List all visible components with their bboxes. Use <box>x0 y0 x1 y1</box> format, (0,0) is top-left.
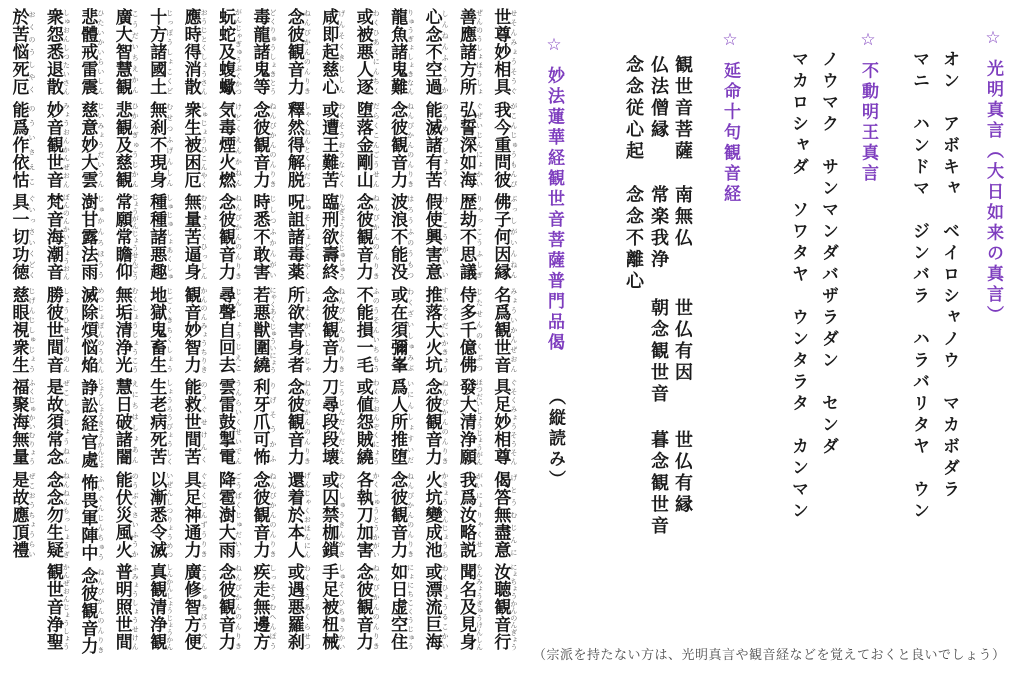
sutra-phrase: 火坑變成池 かきょうへんじょうち <box>422 470 450 558</box>
sutra-phrase: 常願常瞻仰 じょうがんじょうせんごう <box>112 193 140 281</box>
sutra-phrase: 廣修智方便 こうしゅちほうべん <box>181 563 209 651</box>
enmei-heading: ☆ 延命十句観音経 <box>721 30 740 206</box>
sutra-phrase: 尋聲自回去 じんしょうじえこ <box>216 285 243 373</box>
sutra-phrase: 我爲汝略説 がいにょりゃくせつ <box>456 470 484 558</box>
sutra-column <box>346 8 380 670</box>
sutra-phrase: 生老病死苦 しょうろうびょうしく <box>147 378 174 466</box>
sutra-column <box>449 8 483 670</box>
fudo-heading: ☆ 不動明王真言 <box>859 30 878 185</box>
fumonbon-sutra-scan <box>2 8 518 672</box>
komyo-mantra-line-1: オン アボキャ ベイロシャノウ マカボダラ <box>940 50 959 502</box>
sutra-phrase: 或遇悪羅刹 わくぐうあくらせつ <box>284 563 312 651</box>
sutra-column <box>140 8 174 670</box>
sutra-phrase: 具一切功徳 ぐいっさいくどく <box>9 193 36 281</box>
sutra-column <box>243 8 277 670</box>
sutra-phrase: 悲體戒雷震 ひたいかいらいしん <box>78 8 105 96</box>
sutra-phrase: 若悪獣圍繞 にゃくあくじゅういにょう <box>250 285 277 373</box>
komyo-mantra-line-2: マニ ハンドマ ジンバラ ハラバリタヤ ウン <box>910 50 929 523</box>
sutra-phrase: 福聚海無量 ふくじゅかいむりょう <box>9 378 36 466</box>
sutra-phrase: 普明照世間 ふみょうしょうせけん <box>112 563 140 651</box>
sutra-phrase: 或値怨賊繞 わくちおんぞくにょう <box>353 378 381 466</box>
sutra-phrase: 或遭王難苦 わくそうおうなんく <box>319 100 346 188</box>
sutra-phrase: 或囚禁枷鎖 わくしゅうきんかさ <box>319 470 346 558</box>
sutra-phrase: 悲観及慈観 ひかんぎゅうじかん <box>112 100 140 188</box>
fudo-mantra-line-1: ノウマク サンマンダバザラダン センダ <box>819 50 838 459</box>
sutra-phrase: 念彼観音力 ねんぴかんのんりき <box>353 563 381 651</box>
sutra-phrase: 刀尋段段壊 とうじんだんだんえ <box>319 378 346 466</box>
sutra-phrase: 於苦悩死厄 おくのうしやく <box>9 8 36 96</box>
sutra-phrase: 滅除煩悩焔 めつじょぼんのうえん <box>78 285 105 373</box>
sutra-phrase: 降雹澍大雨 ごうばくじゅだいう <box>216 470 243 558</box>
sutra-phrase: 弘誓深如海 ぐぜいじんにょかい <box>456 100 484 188</box>
sutra-column <box>415 8 449 670</box>
sutra-phrase: 妙音観世音 みょうおんかんぜおん <box>43 100 71 188</box>
fumonbon-subheading: （縦読み） <box>546 388 565 491</box>
sutra-phrase: 怖畏軍陣中 ふいぐんじんちゅう <box>78 474 105 562</box>
sutra-phrase: 歴劫不思議 りゃっこうふしぎ <box>456 193 484 281</box>
sutra-phrase: 是故須常念 ぜこしゅじょうねん <box>43 378 71 466</box>
sutra-column <box>381 8 415 670</box>
sutra-phrase: 偈答無盡意 げとうむじんに <box>491 470 518 558</box>
sutra-phrase: 是故應頂禮 ぜこおうちょうらい <box>9 470 36 558</box>
sutra-phrase: 念彼観音力 ねんぴかんのんりき <box>388 100 415 188</box>
sutra-phrase: 咸即起慈心 げんそくきじしん <box>319 8 346 96</box>
sutra-phrase: 爲人所推堕 いにんしょすいだ <box>388 378 415 466</box>
enmei-phrase: 観世音菩薩 <box>673 55 693 163</box>
sutra-column <box>312 8 346 670</box>
enmei-phrase: 南無仏 <box>673 185 693 250</box>
sutra-phrase: 雲雷鼓掣電 うんらいくせいでん <box>216 378 243 466</box>
sutra-phrase: 無刹不現身 むせつふげんしん <box>147 100 174 188</box>
sutra-phrase: 聞名及見身 もんみょうぎゅうけんしん <box>456 563 484 651</box>
sutra-column <box>277 8 311 670</box>
sutra-phrase: 勝彼世間音 しょうひせけんのん <box>43 285 71 373</box>
sutra-phrase: 利牙爪可怖 りげそうかふ <box>250 378 277 466</box>
sutra-column <box>71 8 105 670</box>
sutra-phrase: 具足妙相尊 ぐそくみょうそうそん <box>491 378 518 466</box>
sutra-phrase: 波浪不能没 はろうふのうもつ <box>388 193 415 281</box>
sutra-phrase: 念彼観音力 ねんぴかんのんりき <box>250 470 277 558</box>
enmei-phrase: 念念不離心 <box>624 185 644 293</box>
sutra-phrase: 念彼観音力 ねんぴかんのんりき <box>388 470 415 558</box>
sutra-phrase: 釋然得解脱 しゃくねんとくげだつ <box>284 100 312 188</box>
sutra-phrase: 念彼観音力 ねんぴかんのんりき <box>284 378 312 466</box>
sutra-phrase: 不能損一毛 ふのうそんいちもう <box>353 285 381 373</box>
sutra-phrase: 無垢清浄光 むくしょうじょうこう <box>112 285 140 373</box>
sutra-phrase: 臨刑欲壽終 りんぎょうよくじゅじゅう <box>319 193 346 281</box>
sutra-phrase: 汝聴観音行 にょちょうかんのんぎょう <box>491 563 518 651</box>
sutra-phrase: 衆生被困厄 しゅじょうひこんやく <box>181 100 209 188</box>
sutra-phrase: 慈眼視衆生 じげんじしゅじょう <box>9 285 36 373</box>
sutra-phrase: 龍魚諸鬼難 りゅうぎょしょきなん <box>388 8 415 96</box>
sutra-phrase: 廣大智慧観 こうだいちえかん <box>112 8 140 96</box>
sutra-phrase: 能滅諸有苦 のうめつしょうく <box>422 100 450 188</box>
sutra-phrase: 気毒煙火燃 けどくえんかねん <box>216 100 243 188</box>
sutra-phrase: 無量苦逼身 むりょうくひっしん <box>181 193 209 281</box>
sutra-phrase: 各執刀加害 かくしゅうとうかがい <box>353 470 381 558</box>
sutra-phrase: 假使興害意 けしこうがいい <box>422 193 450 281</box>
sutra-phrase: 疾走無邊方 しっそうむへんぽう <box>250 563 277 651</box>
sutra-phrase: 手足被杻械 しゅそくひちゅうかい <box>319 563 346 651</box>
sutra-phrase: 諍訟経官處 じょうしょうきょうかんじょ <box>78 378 105 469</box>
enmei-phrase: 世仏有因 <box>673 298 693 384</box>
sutra-phrase: 推落大火坑 すいらくだいかきょう <box>422 285 450 373</box>
sutra-phrase: 毒龍諸鬼等 どくりゅうしょきとう <box>250 8 277 96</box>
sutra-phrase: 能爲作依怙 のういさえこ <box>9 100 36 188</box>
sutra-phrase: 観音妙智力 かんのんみょうちりき <box>181 285 209 373</box>
sutra-phrase: 念彼観音力 ねんぴかんのんりき <box>78 566 105 654</box>
sutra-phrase: 應時得消散 おうじとくしょうさん <box>181 8 209 96</box>
sutra-phrase: 念彼観音力 ねんぴかんのんりき <box>319 285 346 373</box>
sutra-phrase: 所欲害身者 しょよくがいしんじゃ <box>284 285 312 373</box>
sutra-phrase: 或漂流巨海 わくひょうるこかい <box>422 563 450 651</box>
sutra-phrase: 十方諸國土 じっぽうしょこくど <box>147 8 174 96</box>
enmei-phrase: 朝念観世音 <box>649 298 669 406</box>
enmei-phrase: 暮念観世音 <box>649 430 669 538</box>
sutra-phrase: 世尊妙相具 せそんみょうそうぐ <box>491 8 518 96</box>
sutra-phrase: 種種諸悪趣 しゅじゅしょあくしゅ <box>147 193 174 281</box>
sutra-phrase: 時悉不敢害 じしつふかんがい <box>250 193 277 281</box>
sutra-phrase: 我今重問彼 がこんじゅうもんぴ <box>491 100 518 188</box>
sutra-phrase: 念彼観音力 ねんぴかんのんりき <box>422 378 450 466</box>
sutra-phrase: 堕落金剛山 だらくこんごうせん <box>353 100 381 188</box>
sutra-phrase: 慈意妙大雲 じいみょうだいうん <box>78 100 105 188</box>
sutra-phrase: 観世音浄聖 かんぜおんじょうしょう <box>43 563 71 651</box>
enmei-phrase: 仏法僧縁 <box>649 55 669 141</box>
sutra-phrase: 心念不空過 しんねんふくうか <box>422 8 450 96</box>
sutra-phrase: 慧日破諸闇 えにちはしょあん <box>112 378 140 466</box>
sutra-phrase: 蚖蛇及蝮蠍 がんじゃぎゅうぶくかつ <box>216 8 243 96</box>
fudo-mantra-line-2: マカロシャダ ソワタヤ ウンタラタ カンマン <box>789 50 808 523</box>
sutra-phrase: 梵音海潮音 ぼんのんかいちょうおん <box>43 193 71 281</box>
komyo-heading: ☆ 光明真言（大日如来の真言） <box>984 28 1003 327</box>
sutra-column <box>2 8 36 670</box>
enmei-phrase: 常楽我浄 <box>649 185 669 271</box>
sutra-phrase: 念彼観音力 ねんぴかんのんりき <box>250 100 277 188</box>
fumonbon-heading: ☆ 妙法蓮華経観世音菩薩普門品偈 <box>545 35 564 354</box>
sutra-phrase: 衆怨悉退散 しゅおんしつたいさん <box>43 8 71 96</box>
sutra-phrase: 能救世間苦 のうぐせけんく <box>181 378 209 466</box>
enmei-phrase: 念念従心起 <box>624 55 644 163</box>
enmei-phrase: 世仏有縁 <box>673 430 693 516</box>
sutra-column <box>209 8 243 670</box>
sutra-phrase: 侍多千億佛 じたせんのくぶつ <box>456 285 484 373</box>
sutra-phrase: 佛子何因縁 ぶっしがいんねん <box>491 193 518 281</box>
sutra-phrase: 發大清浄願 ほつだいしょうじょうがん <box>456 378 484 466</box>
footer-note: （宗派を持たない方は、光明真言や観音経などを覚えておくと良いでしょう） <box>533 647 1006 662</box>
sutra-phrase: 還着於本人 げんじゃくおほんにん <box>284 470 312 558</box>
sutra-column <box>36 8 70 670</box>
sutra-phrase: 念念勿生疑 ねんねんもっしょうぎ <box>43 470 71 558</box>
sutra-phrase: 念彼観音力 ねんぴかんのんりき <box>216 193 243 281</box>
sutra-phrase: 澍甘露法雨 じゅかんろほうう <box>78 193 105 281</box>
sutra-phrase: 如日虚空住 にょにちこくうじゅう <box>388 563 415 651</box>
sutra-phrase: 念彼観音力 ねんぴかんのんりき <box>284 8 312 96</box>
sutra-phrase: 念彼観音力 ねんぴかんのんりき <box>353 193 381 281</box>
sutra-phrase: 地獄鬼畜生 じごくきちくしょう <box>147 285 174 373</box>
sutra-phrase: 呪詛諸毒薬 しゅそしょどくやく <box>284 193 312 281</box>
sutra-phrase: 善應諸方所 ぜんのうしょほうしょ <box>456 8 484 96</box>
sutra-phrase: 或在須彌峯 わくざいしゅみぶ <box>388 285 415 373</box>
sutra-phrase: 或被悪人逐 わくひあくにんちく <box>353 8 381 96</box>
sutra-column <box>105 8 139 670</box>
sutra-phrase: 念彼観音力 ねんぴかんのんりき <box>216 563 243 651</box>
sutra-column <box>484 8 518 670</box>
sutra-phrase: 以漸悉令滅 いぜんしつりょうめつ <box>147 470 174 558</box>
sutra-phrase: 真観清浄観 しんかんしょうじょうかん <box>147 563 174 651</box>
sutra-phrase: 名爲観世音 みょういかんぜおん <box>491 285 518 373</box>
sutra-phrase: 具足神通力 ぐそくじんずうりき <box>181 470 209 558</box>
sutra-phrase: 能伏災風火 のうぶくさいふうか <box>112 470 140 558</box>
sutra-column <box>174 8 208 670</box>
